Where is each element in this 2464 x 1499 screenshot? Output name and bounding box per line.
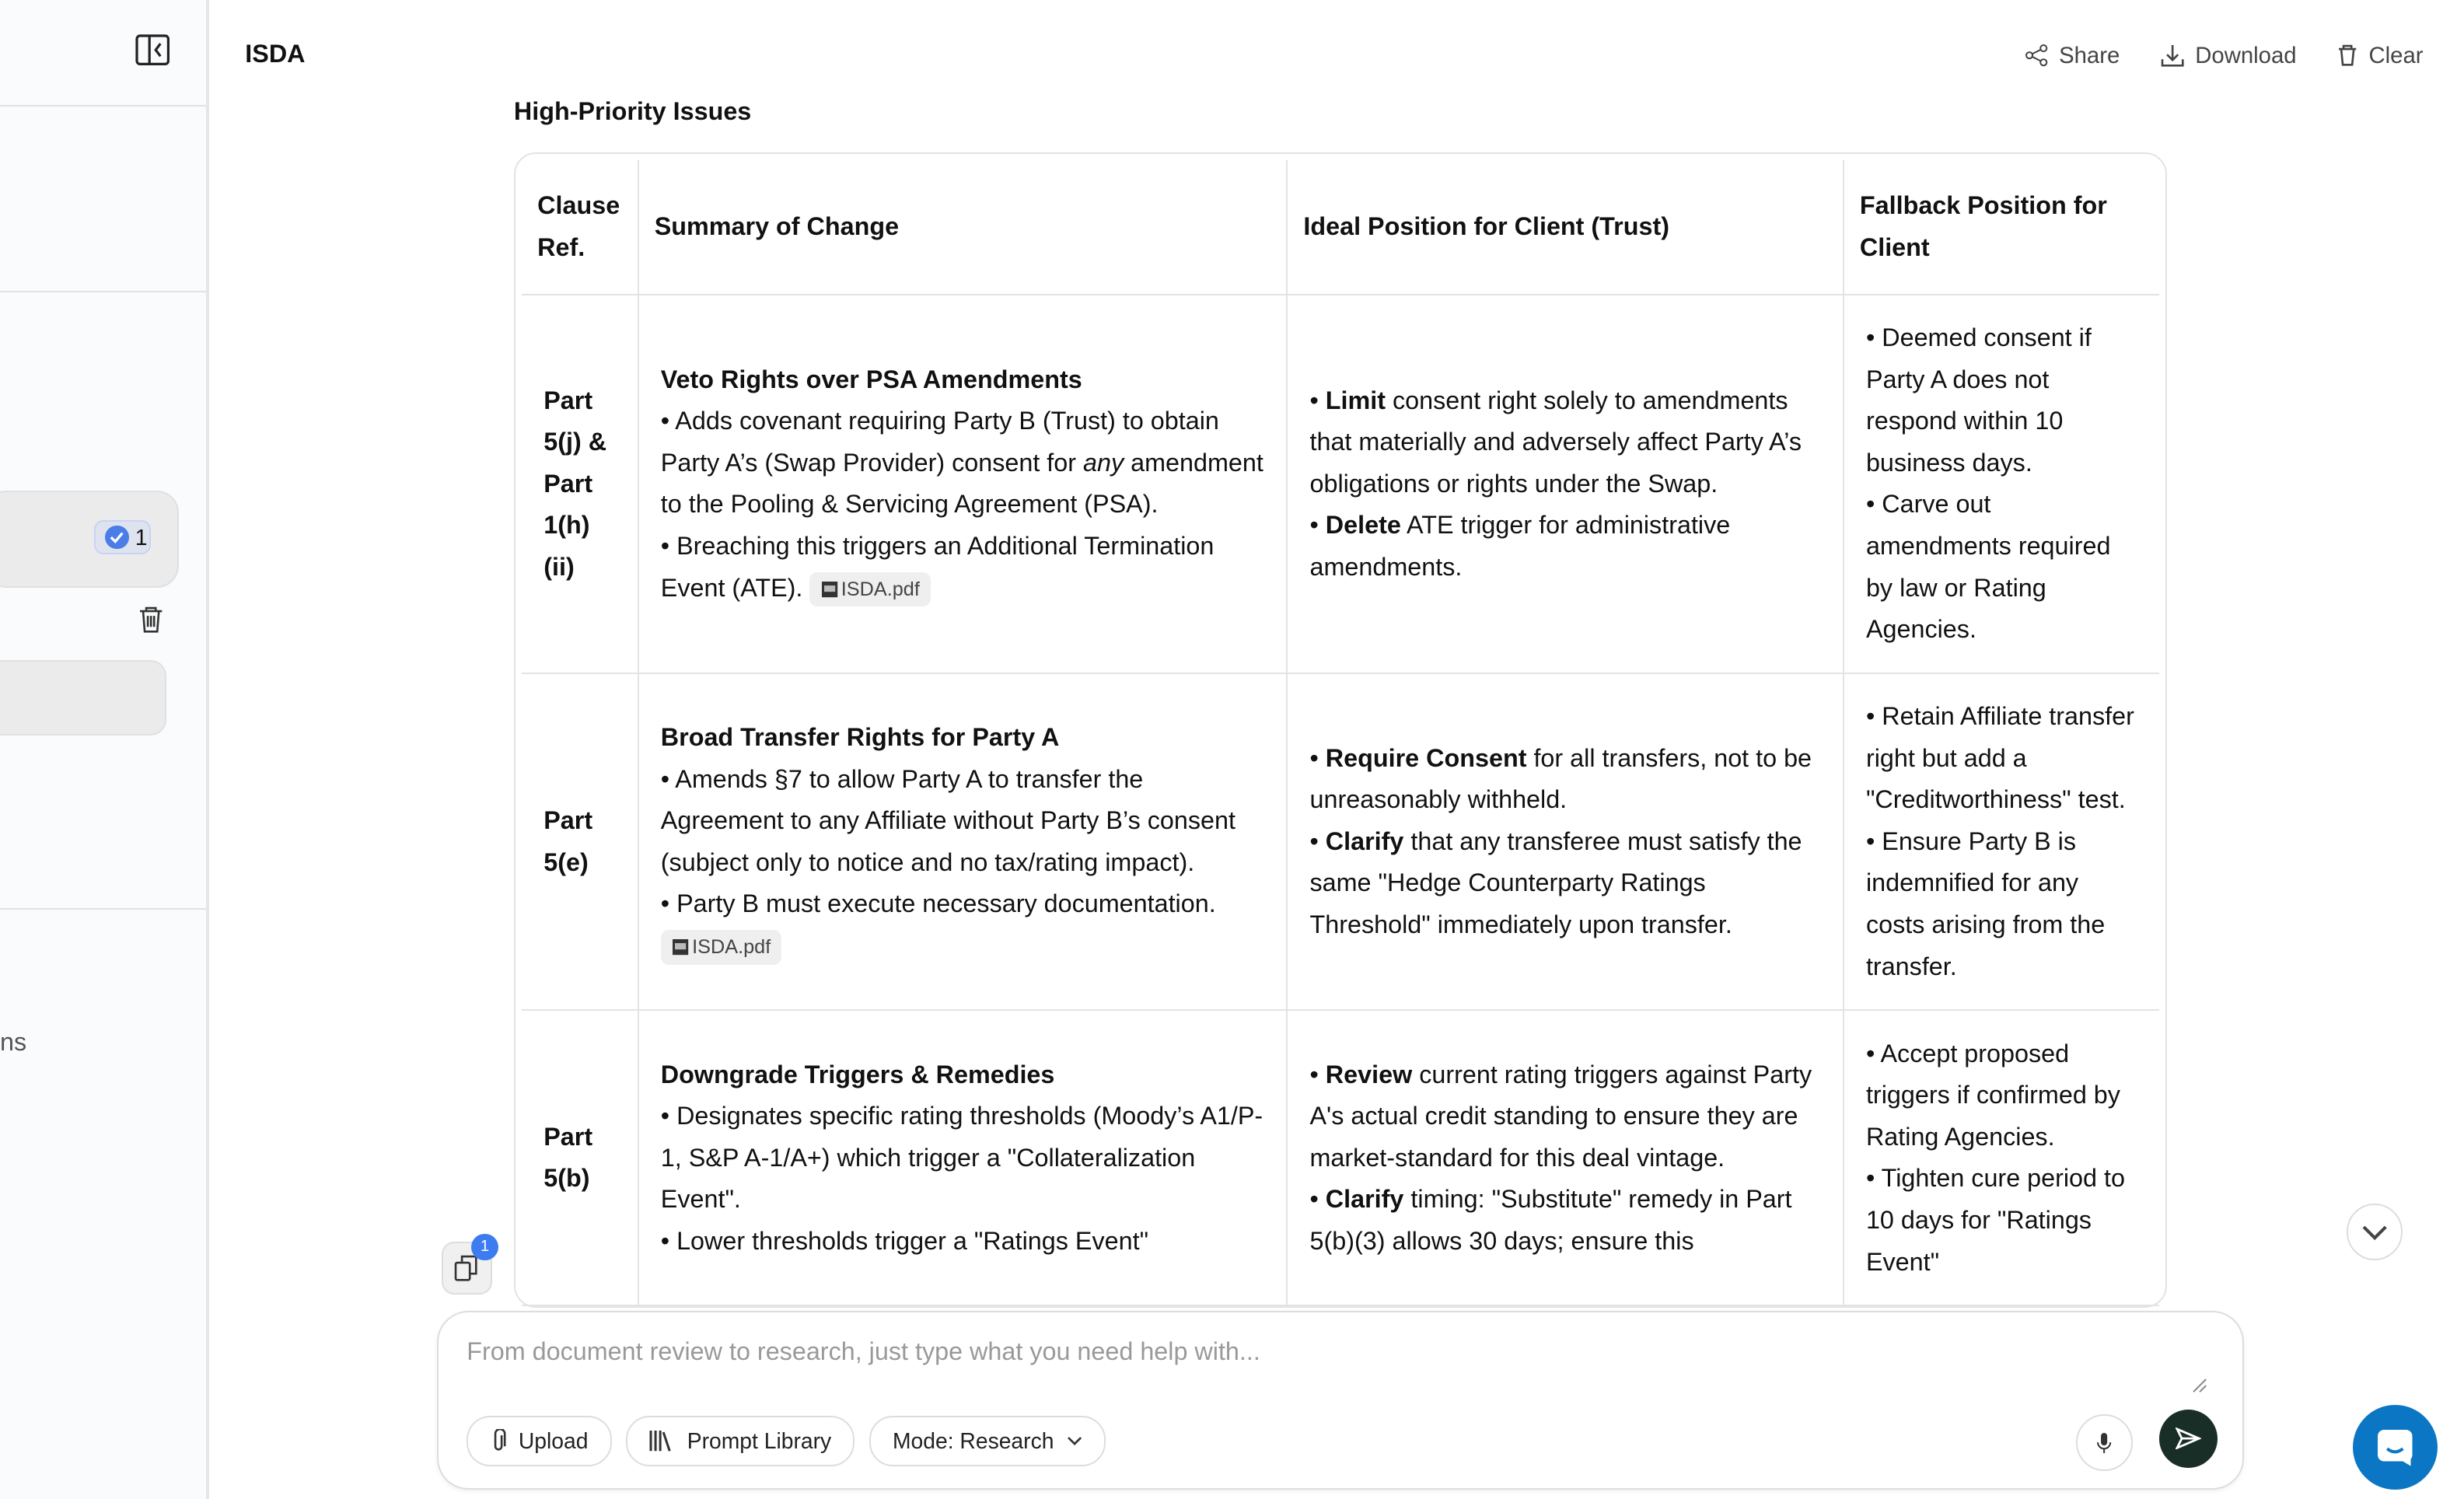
message-input[interactable]: From document review to research, just type what you need help with... [467,1337,1260,1365]
microphone-icon [2096,1431,2112,1453]
ideal-text: ATE trigger for administrative amendments. [1309,511,1731,581]
issues-table [514,152,2167,1308]
page-title: ISDA [245,39,306,68]
fallback-cell [1844,1010,2159,1305]
ideal-cell [1287,1010,1843,1305]
summary-cell [638,1010,1288,1305]
chat-icon [2375,1427,2416,1468]
sidebar-input-box[interactable] [0,660,166,736]
clear-button[interactable]: Clear [2337,43,2423,69]
ideal-point: • Review current rating triggers against Party A's actual credit standing to ensure they are market-standard for this deal vintage. [1309,1060,1812,1172]
download-button[interactable]: Download [2161,43,2297,69]
ideal-point: • Clarify that any transferee must satisfy the same "Hedge Counterparty Ratings Threshold" immediately upon transfer. [1309,826,1802,939]
summary-fragment: • Adds covenant requiring Party B (Trust) to obtain Party A’s (Swap Provider) consent for [660,407,1219,477]
ideal-cell [1287,673,1843,1011]
summary-fragment: any [1083,448,1124,477]
summary-text [661,400,1264,526]
mode-select[interactable]: Mode: Research [869,1416,1106,1466]
summary-text [661,526,1264,609]
chat-content [211,88,2464,1310]
summary-fragment: • Designates specific rating thresholds (Moody’s A1/P-1, S&P A-1/A+) which trigger a "Collateralization Event". [660,1102,1263,1214]
clause-ref: Part 5(e) [522,673,638,1011]
copy-count-badge: 1 [471,1234,498,1260]
send-icon [2176,1427,2200,1449]
send-button[interactable] [2159,1410,2218,1468]
ideal-text: consent right solely to amendments that materially and adversely affect Party A’s obligations or rights under the Swap. [1309,386,1802,498]
check-icon [105,526,128,549]
fallback-point: • Retain Affiliate transfer right but add a "Creditworthiness" test. [1865,702,2134,814]
trash-icon[interactable] [138,606,163,633]
sidebar-selected-item[interactable] [0,491,179,588]
clause-ref: Part 5(j) & Part 1(h)(ii) [522,295,638,673]
ideal-keyword: Limit [1325,386,1386,414]
chevron-down-icon [2361,1222,2389,1241]
source-chip[interactable] [809,572,931,606]
source-chip[interactable] [661,930,782,964]
column-header: Clause Ref. [522,160,638,295]
summary-title: Veto Rights over PSA Amendments [660,365,1082,393]
paperclip-icon [491,1429,506,1452]
clause-ref: Part 5(b) [522,1010,638,1305]
support-chat-button[interactable] [2353,1405,2438,1490]
section-title: High-Priority Issues [513,97,752,126]
fallback-point: • Accept proposed triggers if confirmed by Rating Agencies. [1865,1039,2120,1151]
ideal-text: timing: "Substitute" remedy in Part 5(b)(3) allows 30 days; ensure this [1309,1185,1792,1255]
fallback-point: • Deemed consent if Party A does not respond within 10 business days. [1865,323,2092,477]
summary-text [661,1095,1264,1221]
table-row [522,295,2159,673]
microphone-button[interactable] [2076,1414,2133,1471]
pdf-icon [672,938,689,956]
share-icon [2025,44,2048,67]
chevron-down-icon [1067,1436,1082,1445]
fallback-cell [1844,673,2159,1011]
upload-button[interactable]: Upload [467,1416,612,1466]
ideal-text: current rating triggers against Party A's actual credit standing to ensure they are market-standard for this deal vintage. [1309,1060,1812,1172]
fallback-point: • Ensure Party B is indemnified for any costs arising from the transfer. [1865,826,2106,980]
status-badge: 1 [94,520,151,554]
fallback-cell [1844,295,2159,673]
ideal-text: for all transfers, not to be unreasonably withheld. [1309,743,1812,814]
table-row [522,1010,2159,1305]
summary-fragment: • Amends §7 to allow Party A to transfer the Agreement to any Affiliate without Party B’s consent (subject only to notice and no tax/rating impact). [660,764,1235,876]
fallback-point: • Tighten cure period to 10 days for "Ratings Event" [1865,1164,2125,1276]
sidebar-collapse-icon[interactable] [135,34,170,65]
header-actions [2025,43,2424,69]
scroll-down-button[interactable] [2347,1204,2403,1260]
pdf-icon [821,581,838,598]
download-icon [2161,44,2184,67]
divider [0,291,206,292]
column-header: Fallback Position for Client [1844,160,2159,295]
summary-fragment: amendment to the Pooling & Servicing Agreement (PSA). [660,448,1263,519]
summary-text [661,759,1264,884]
summary-text [661,1221,1264,1263]
ideal-text: that any transferee must satisfy the same "Hedge Counterparty Ratings Threshold" immediately upon transfer. [1309,826,1802,939]
column-header: Ideal Position for Client (Trust) [1287,160,1843,295]
divider [0,105,206,107]
library-icon [649,1429,674,1452]
column-header: Summary of Change [638,160,1288,295]
ideal-point: • Delete ATE trigger for administrative amendments. [1309,511,1731,581]
summary-cell [638,295,1288,673]
summary-fragment: • Breaching this triggers an Additional Termination Event (ATE). [660,531,1215,602]
summary-title: Downgrade Triggers & Remedies [660,1060,1055,1088]
ideal-point: • Limit consent right solely to amendments that materially and adversely affect Party A’s obligations or rights under the Swap. [1309,386,1802,498]
ideal-keyword: Clarify [1325,826,1404,855]
source-name: ISDA.pdf [692,936,771,959]
table-row [522,673,2159,1011]
sidebar [0,0,209,1499]
summary-fragment: • Party B must execute necessary documentation. [660,889,1216,918]
ideal-keyword: Require Consent [1325,743,1527,772]
prompt-library-button[interactable]: Prompt Library [626,1416,855,1466]
summary-fragment: • Lower thresholds trigger a "Ratings Event" [660,1226,1149,1255]
ideal-keyword: Clarify [1325,1185,1404,1214]
summary-text [661,883,1264,966]
divider [0,908,206,910]
ideal-cell [1287,295,1843,673]
summary-title: Broad Transfer Rights for Party A [660,723,1060,752]
source-name: ISDA.pdf [841,578,920,600]
ideal-keyword: Delete [1325,511,1401,540]
sidebar-partial-text: ns [0,1027,27,1056]
ideal-keyword: Review [1325,1060,1413,1088]
trash-icon [2337,44,2357,66]
resize-handle-icon[interactable] [2192,1378,2207,1393]
fallback-point: • Carve out amendments required by law or Rating Agencies. [1865,490,2111,644]
ideal-point: • Clarify timing: "Substitute" remedy in Part 5(b)(3) allows 30 days; ensure this [1309,1185,1792,1255]
summary-cell [638,673,1288,1011]
ideal-point: • Require Consent for all transfers, not to be unreasonably withheld. [1309,743,1812,814]
composer [437,1311,2244,1490]
share-button[interactable]: Share [2025,43,2120,69]
copy-icon [454,1255,479,1281]
